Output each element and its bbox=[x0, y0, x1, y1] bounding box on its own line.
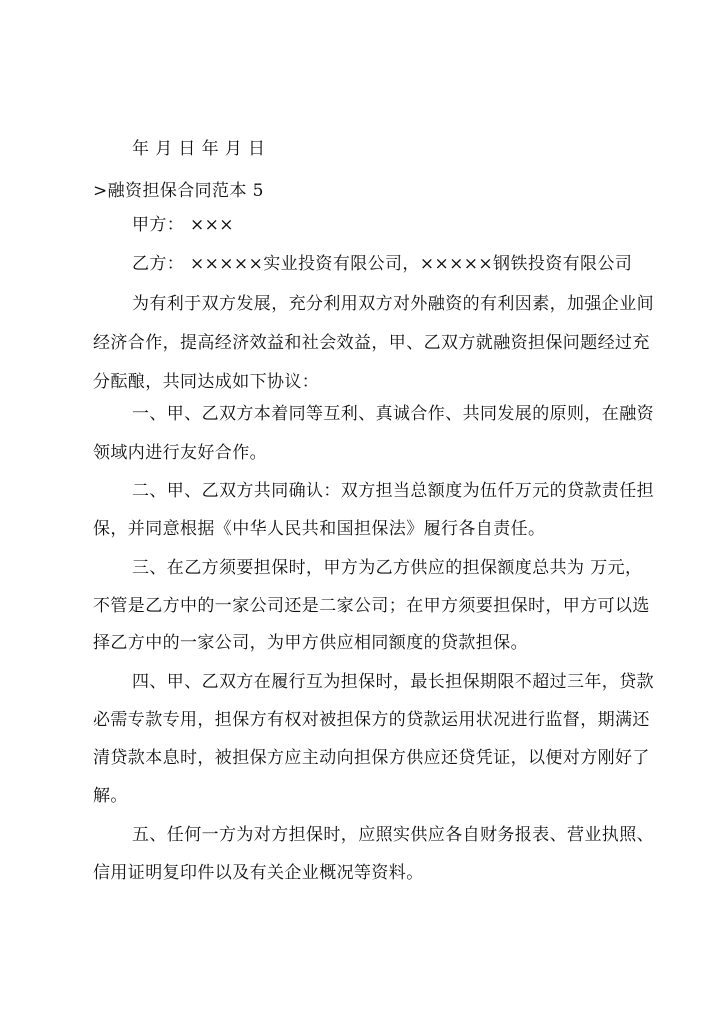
date-line: 年 月 日 年 月 日 bbox=[132, 139, 266, 159]
clause-4-line-2: 必需专款专用，担保方有权对被担保方的贷款运用状况进行监督，期满还 bbox=[93, 710, 650, 730]
clause-3-line-2: 不管是乙方中的一家公司还是二家公司；在甲方须要担保时，甲方可以选 bbox=[93, 596, 650, 616]
clause-4-line-1: 四、甲、乙双方在履行互为担保时，最长担保期限不超过三年，贷款 bbox=[132, 672, 654, 692]
clause-4-line-3: 清贷款本息时，被担保方应主动向担保方供应还贷凭证，以便对方刚好了 bbox=[93, 748, 650, 768]
clause-5-line-1: 五、任何一方为对方担保时，应照实供应各自财务报表、营业执照、 bbox=[132, 825, 654, 845]
clause-4-line-4: 解。 bbox=[93, 786, 128, 806]
document-heading: >融资担保合同范本 5 bbox=[93, 181, 264, 201]
clause-5-line-2: 信用证明复印件以及有关企业概况等资料。 bbox=[93, 863, 424, 883]
party-a-line: 甲方： ××× bbox=[132, 215, 234, 235]
intro-line-1: 为有利于双方发展，充分利用双方对外融资的有利因素，加强企业间 bbox=[132, 294, 654, 314]
clause-1-line-2: 领域内进行友好合作。 bbox=[93, 443, 267, 463]
intro-line-3: 分酝酿，共同达成如下协议： bbox=[93, 372, 320, 392]
clause-3-line-1: 三、在乙方须要担保时，甲方为乙方供应的担保额度总共为 万元， bbox=[132, 558, 643, 578]
intro-line-2: 经济合作，提高经济效益和社会效益，甲、乙双方就融资担保问题经过充 bbox=[93, 333, 650, 353]
clause-2-line-2: 保，并同意根据《中华人民共和国担保法》履行各自责任。 bbox=[93, 519, 546, 539]
clause-2-line-1: 二、甲、乙双方共同确认：双方担当总额度为伍仟万元的贷款责任担 bbox=[132, 481, 654, 501]
clause-3-line-3: 择乙方中的一家公司，为甲方供应相同额度的贷款担保。 bbox=[93, 633, 528, 653]
clause-1-line-1: 一、甲、乙双方本着同等互利、真诚合作、共同发展的原则，在融资 bbox=[132, 404, 654, 424]
party-b-line: 乙方： ×××××实业投资有限公司，×××××钢铁投资有限公司 bbox=[132, 254, 633, 274]
